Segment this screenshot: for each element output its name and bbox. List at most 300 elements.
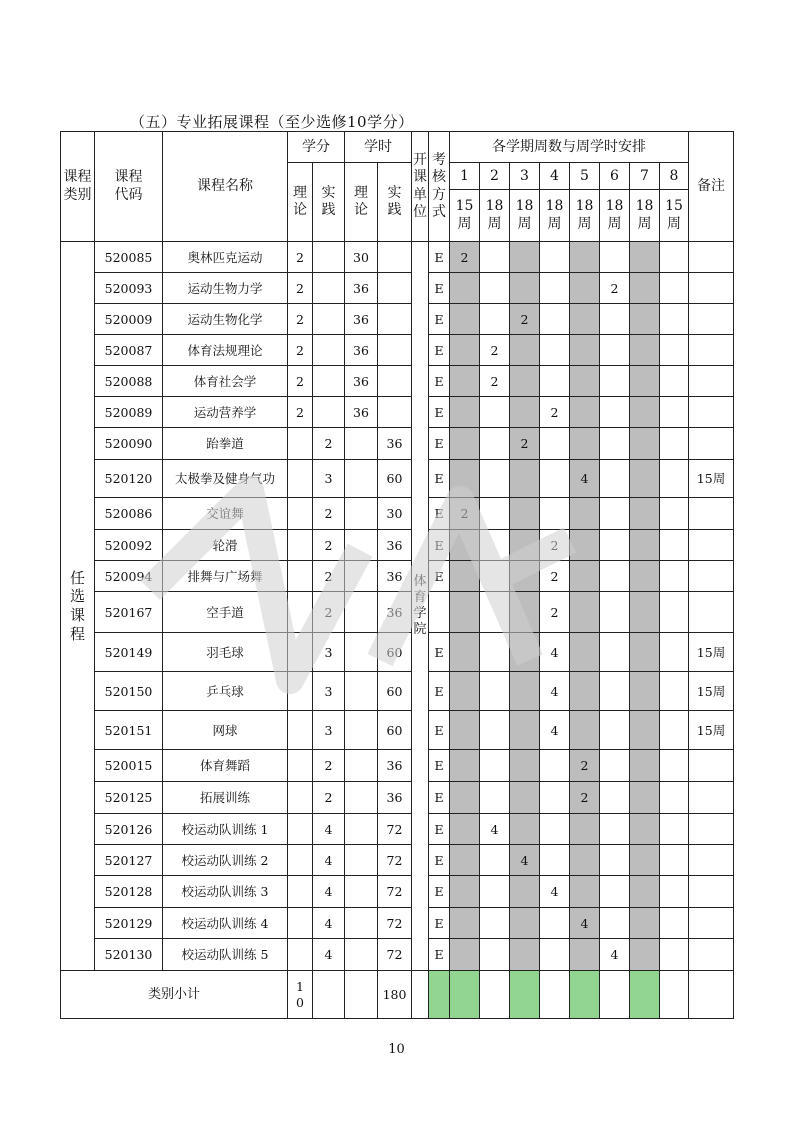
- semester-hours: [570, 428, 600, 460]
- table-row: [61, 845, 734, 876]
- semester-hours: [660, 876, 689, 908]
- semester-hours: [660, 711, 689, 750]
- credit-practice: 2: [313, 428, 345, 460]
- semester-hours: [570, 273, 600, 304]
- table-row: [61, 782, 734, 814]
- header-hour-theory: 理论: [345, 163, 378, 242]
- semester-hours: [480, 876, 510, 908]
- semester-hours: [480, 592, 510, 633]
- semester-hours: [480, 242, 510, 273]
- remarks-cell: [689, 814, 734, 845]
- credit-practice: 4: [313, 845, 345, 876]
- semester-hours: [630, 845, 660, 876]
- semester-hours: [660, 592, 689, 633]
- hour-theory: 36: [345, 273, 378, 304]
- credit-practice: [313, 273, 345, 304]
- course-name: 校运动队训练 3: [163, 876, 288, 908]
- semester-hours: [510, 561, 540, 592]
- exam-type: E: [429, 633, 450, 672]
- remarks-cell: 15周: [689, 672, 734, 711]
- exam-type: [429, 592, 450, 633]
- semester-hours: [510, 672, 540, 711]
- semester-hours: [660, 845, 689, 876]
- subtotal-credit-practice: [313, 971, 345, 1019]
- credit-practice: 2: [313, 498, 345, 530]
- table-row: [61, 428, 734, 460]
- semester-hours: [570, 592, 600, 633]
- exam-type: E: [429, 397, 450, 428]
- hour-theory: 30: [345, 242, 378, 273]
- semester-hours: [450, 460, 480, 498]
- semester-hours: [540, 498, 570, 530]
- header-semester-6: 6: [600, 163, 630, 190]
- hour-practice: 36: [378, 530, 412, 561]
- semester-hours: [450, 814, 480, 845]
- header-exam: 考核方式: [429, 132, 450, 242]
- semester-hours: [660, 242, 689, 273]
- table-row: [61, 711, 734, 750]
- header-remarks: 备注: [689, 132, 734, 242]
- course-code: 520090: [95, 428, 163, 460]
- credit-theory: [288, 672, 313, 711]
- exam-type: E: [429, 561, 450, 592]
- exam-type: E: [429, 273, 450, 304]
- credit-practice: 3: [313, 711, 345, 750]
- semester-hours: [630, 633, 660, 672]
- semester-hours: [600, 711, 630, 750]
- semester-hours: [630, 939, 660, 971]
- semester-hours: [630, 530, 660, 561]
- credit-practice: [313, 242, 345, 273]
- semester-hours: [570, 335, 600, 366]
- semester-hours: [600, 845, 630, 876]
- semester-hours: [450, 939, 480, 971]
- hour-theory: [345, 939, 378, 971]
- remarks-cell: [689, 397, 734, 428]
- course-code: 520094: [95, 561, 163, 592]
- course-code: 520167: [95, 592, 163, 633]
- semester-hours: 2: [480, 366, 510, 397]
- semester-hours: [480, 672, 510, 711]
- table-row: [61, 304, 734, 335]
- course-code: 520149: [95, 633, 163, 672]
- table-row: [61, 397, 734, 428]
- semester-hours: 2: [540, 592, 570, 633]
- credit-theory: [288, 782, 313, 814]
- credit-theory: 2: [288, 335, 313, 366]
- header-weeks-7: 18周: [630, 190, 660, 242]
- semester-hours: [570, 672, 600, 711]
- hour-theory: [345, 633, 378, 672]
- semester-hours: [450, 530, 480, 561]
- semester-hours: [540, 366, 570, 397]
- hour-practice: 72: [378, 939, 412, 971]
- semester-hours: [630, 908, 660, 939]
- course-name: 校运动队训练 1: [163, 814, 288, 845]
- exam-type: E: [429, 304, 450, 335]
- semester-hours: [600, 304, 630, 335]
- course-code: 520086: [95, 498, 163, 530]
- hour-theory: [345, 672, 378, 711]
- exam-type: E: [429, 530, 450, 561]
- semester-hours: [570, 304, 600, 335]
- semester-hours: [630, 335, 660, 366]
- table-row: [61, 750, 734, 782]
- hour-practice: 36: [378, 561, 412, 592]
- header-semester-5: 5: [570, 163, 600, 190]
- semester-hours: [510, 242, 540, 273]
- exam-type: E: [429, 876, 450, 908]
- credit-practice: [313, 397, 345, 428]
- credit-practice: 3: [313, 672, 345, 711]
- course-name: 轮滑: [163, 530, 288, 561]
- hour-practice: 60: [378, 460, 412, 498]
- subtotal-semester: [630, 971, 660, 1019]
- hour-practice: [378, 366, 412, 397]
- credit-theory: [288, 876, 313, 908]
- course-code: 520089: [95, 397, 163, 428]
- semester-hours: 2: [600, 273, 630, 304]
- semester-hours: [630, 782, 660, 814]
- course-code: 520087: [95, 335, 163, 366]
- course-code: 520120: [95, 460, 163, 498]
- semester-hours: [630, 592, 660, 633]
- course-name: 体育社会学: [163, 366, 288, 397]
- semester-hours: [660, 782, 689, 814]
- hour-practice: 72: [378, 814, 412, 845]
- semester-hours: [630, 242, 660, 273]
- credit-theory: [288, 561, 313, 592]
- semester-hours: 4: [540, 876, 570, 908]
- page-number: 10: [388, 1042, 405, 1057]
- hour-practice: 72: [378, 908, 412, 939]
- semester-hours: [600, 750, 630, 782]
- header-weeks-6: 18周: [600, 190, 630, 242]
- credit-practice: 4: [313, 814, 345, 845]
- semester-hours: [660, 633, 689, 672]
- semester-hours: [450, 273, 480, 304]
- semester-hours: [480, 397, 510, 428]
- course-name: 校运动队训练 5: [163, 939, 288, 971]
- credit-practice: 4: [313, 939, 345, 971]
- course-code: 520129: [95, 908, 163, 939]
- semester-hours: [660, 366, 689, 397]
- credit-practice: 2: [313, 750, 345, 782]
- remarks-cell: 15周: [689, 711, 734, 750]
- semester-hours: [630, 366, 660, 397]
- header-weekly: 各学期周数与周学时安排: [450, 132, 689, 163]
- remarks-cell: [689, 939, 734, 971]
- semester-hours: [510, 711, 540, 750]
- table-row: [61, 335, 734, 366]
- credit-theory: [288, 460, 313, 498]
- semester-hours: [600, 530, 630, 561]
- semester-hours: [630, 397, 660, 428]
- semester-hours: [600, 498, 630, 530]
- semester-hours: 2: [450, 498, 480, 530]
- course-code: 520151: [95, 711, 163, 750]
- hour-practice: 60: [378, 672, 412, 711]
- semester-hours: [480, 939, 510, 971]
- course-name: 网球: [163, 711, 288, 750]
- hour-theory: [345, 782, 378, 814]
- semester-hours: [480, 304, 510, 335]
- header-semester-4: 4: [540, 163, 570, 190]
- course-name: 体育法规理论: [163, 335, 288, 366]
- course-code: 520130: [95, 939, 163, 971]
- credit-theory: [288, 845, 313, 876]
- remarks-cell: [689, 845, 734, 876]
- semester-hours: [600, 335, 630, 366]
- semester-hours: [630, 814, 660, 845]
- semester-hours: [540, 460, 570, 498]
- semester-hours: [660, 750, 689, 782]
- credit-theory: [288, 711, 313, 750]
- hour-theory: [345, 876, 378, 908]
- exam-type: E: [429, 908, 450, 939]
- table-row: [61, 498, 734, 530]
- exam-type: E: [429, 366, 450, 397]
- semester-hours: 4: [540, 633, 570, 672]
- hour-practice: 36: [378, 782, 412, 814]
- header-semester-1: 1: [450, 163, 480, 190]
- semester-hours: [660, 460, 689, 498]
- semester-hours: [660, 814, 689, 845]
- credit-practice: 3: [313, 460, 345, 498]
- credit-practice: 4: [313, 908, 345, 939]
- semester-hours: 4: [540, 711, 570, 750]
- remarks-cell: [689, 750, 734, 782]
- semester-hours: [540, 782, 570, 814]
- remarks-cell: [689, 498, 734, 530]
- course-name: 奥林匹克运动: [163, 242, 288, 273]
- subtotal-semester: [660, 971, 689, 1019]
- subtotal-semester: [510, 971, 540, 1019]
- semester-hours: [570, 814, 600, 845]
- course-name: 运动生物化学: [163, 304, 288, 335]
- header-weeks-8: 15周: [660, 190, 689, 242]
- semester-hours: [480, 782, 510, 814]
- semester-hours: [660, 672, 689, 711]
- course-code: 520125: [95, 782, 163, 814]
- hour-theory: [345, 498, 378, 530]
- credit-theory: [288, 939, 313, 971]
- semester-hours: 4: [570, 460, 600, 498]
- credit-theory: 2: [288, 242, 313, 273]
- semester-hours: [660, 498, 689, 530]
- subtotal-semester: [570, 971, 600, 1019]
- hour-theory: 36: [345, 397, 378, 428]
- hour-theory: 36: [345, 304, 378, 335]
- subtotal-row: [61, 971, 734, 1019]
- semester-hours: [480, 908, 510, 939]
- section-caption: （五）专业拓展课程（至少选修10学分）: [130, 113, 414, 131]
- remarks-cell: [689, 908, 734, 939]
- semester-hours: [510, 908, 540, 939]
- semester-hours: 2: [540, 530, 570, 561]
- semester-hours: [570, 498, 600, 530]
- remarks-cell: [689, 335, 734, 366]
- course-code: 520127: [95, 845, 163, 876]
- semester-hours: [630, 672, 660, 711]
- semester-hours: [450, 845, 480, 876]
- semester-hours: [630, 428, 660, 460]
- course-code: 520126: [95, 814, 163, 845]
- header-weeks-5: 18周: [570, 190, 600, 242]
- semester-hours: [510, 530, 540, 561]
- credit-practice: 2: [313, 561, 345, 592]
- hour-theory: [345, 561, 378, 592]
- table-row: [61, 908, 734, 939]
- remarks-cell: [689, 242, 734, 273]
- semester-hours: [630, 561, 660, 592]
- semester-hours: 2: [570, 750, 600, 782]
- exam-type: E: [429, 672, 450, 711]
- course-name: 校运动队训练 2: [163, 845, 288, 876]
- semester-hours: [510, 273, 540, 304]
- semester-hours: [510, 876, 540, 908]
- semester-hours: [630, 876, 660, 908]
- exam-type: E: [429, 814, 450, 845]
- semester-hours: [660, 273, 689, 304]
- semester-hours: [630, 273, 660, 304]
- hour-practice: 30: [378, 498, 412, 530]
- semester-hours: [660, 908, 689, 939]
- semester-hours: [510, 460, 540, 498]
- semester-hours: [510, 633, 540, 672]
- semester-hours: [660, 939, 689, 971]
- semester-hours: [600, 242, 630, 273]
- course-name: 排舞与广场舞: [163, 561, 288, 592]
- table-row: [61, 592, 734, 633]
- semester-hours: [540, 242, 570, 273]
- table-row: [61, 876, 734, 908]
- header-semester-8: 8: [660, 163, 689, 190]
- header-hours: 学时: [345, 132, 412, 163]
- semester-hours: [450, 335, 480, 366]
- course-name: 拓展训练: [163, 782, 288, 814]
- credit-practice: [313, 366, 345, 397]
- semester-hours: [510, 498, 540, 530]
- remarks-cell: [689, 782, 734, 814]
- semester-hours: 4: [480, 814, 510, 845]
- hour-practice: [378, 242, 412, 273]
- header-weeks-1: 15周: [450, 190, 480, 242]
- semester-hours: [600, 561, 630, 592]
- hour-practice: [378, 335, 412, 366]
- hour-practice: 36: [378, 592, 412, 633]
- semester-hours: [480, 750, 510, 782]
- header-category: 课程类别: [61, 132, 95, 242]
- semester-hours: 2: [510, 428, 540, 460]
- subtotal-semester: [450, 971, 480, 1019]
- header-name: 课程名称: [163, 132, 288, 242]
- semester-hours: 2: [540, 561, 570, 592]
- credit-theory: 2: [288, 304, 313, 335]
- semester-hours: [480, 561, 510, 592]
- semester-hours: [540, 428, 570, 460]
- semester-hours: [450, 428, 480, 460]
- semester-hours: [600, 633, 630, 672]
- semester-hours: [660, 561, 689, 592]
- hour-theory: [345, 908, 378, 939]
- course-name: 运动营养学: [163, 397, 288, 428]
- semester-hours: [600, 592, 630, 633]
- hour-theory: 36: [345, 366, 378, 397]
- semester-hours: [450, 633, 480, 672]
- subtotal-dept: [412, 971, 429, 1019]
- course-code: 520015: [95, 750, 163, 782]
- header-dept: 开课单位: [412, 132, 429, 242]
- remarks-cell: [689, 428, 734, 460]
- semester-hours: [570, 397, 600, 428]
- header-semester-3: 3: [510, 163, 540, 190]
- semester-hours: [570, 939, 600, 971]
- header-credit-theory: 理论: [288, 163, 313, 242]
- semester-hours: [480, 428, 510, 460]
- semester-hours: [450, 592, 480, 633]
- semester-hours: 2: [450, 242, 480, 273]
- exam-type: E: [429, 711, 450, 750]
- semester-hours: [660, 304, 689, 335]
- semester-hours: [570, 876, 600, 908]
- hour-theory: [345, 592, 378, 633]
- subtotal-semester: [540, 971, 570, 1019]
- hour-practice: [378, 304, 412, 335]
- hour-practice: 72: [378, 876, 412, 908]
- semester-hours: 2: [510, 304, 540, 335]
- credit-theory: 2: [288, 273, 313, 304]
- subtotal-label: 类别小计: [61, 971, 288, 1019]
- hour-practice: 60: [378, 633, 412, 672]
- header-code: 课程代码: [95, 132, 163, 242]
- hour-practice: 36: [378, 750, 412, 782]
- semester-hours: [450, 750, 480, 782]
- semester-hours: [570, 845, 600, 876]
- course-table: [60, 131, 734, 1019]
- subtotal-semester: [600, 971, 630, 1019]
- semester-hours: [540, 335, 570, 366]
- semester-hours: [450, 561, 480, 592]
- semester-hours: [450, 908, 480, 939]
- subtotal-hours: 180: [378, 971, 412, 1019]
- semester-hours: [600, 814, 630, 845]
- credit-practice: 2: [313, 782, 345, 814]
- credit-practice: [313, 335, 345, 366]
- table-row: [61, 561, 734, 592]
- remarks-cell: [689, 530, 734, 561]
- exam-type: E: [429, 750, 450, 782]
- course-code: 520093: [95, 273, 163, 304]
- semester-hours: [600, 908, 630, 939]
- semester-hours: [510, 782, 540, 814]
- semester-hours: 4: [510, 845, 540, 876]
- hour-practice: 72: [378, 845, 412, 876]
- credit-theory: [288, 498, 313, 530]
- semester-hours: [630, 750, 660, 782]
- semester-hours: [540, 845, 570, 876]
- course-name: 体育舞蹈: [163, 750, 288, 782]
- semester-hours: [630, 460, 660, 498]
- hour-theory: [345, 530, 378, 561]
- semester-hours: 4: [570, 908, 600, 939]
- semester-hours: [570, 633, 600, 672]
- semester-hours: [600, 876, 630, 908]
- header-credits: 学分: [288, 132, 345, 163]
- semester-hours: [570, 242, 600, 273]
- credit-theory: [288, 633, 313, 672]
- remarks-cell: [689, 304, 734, 335]
